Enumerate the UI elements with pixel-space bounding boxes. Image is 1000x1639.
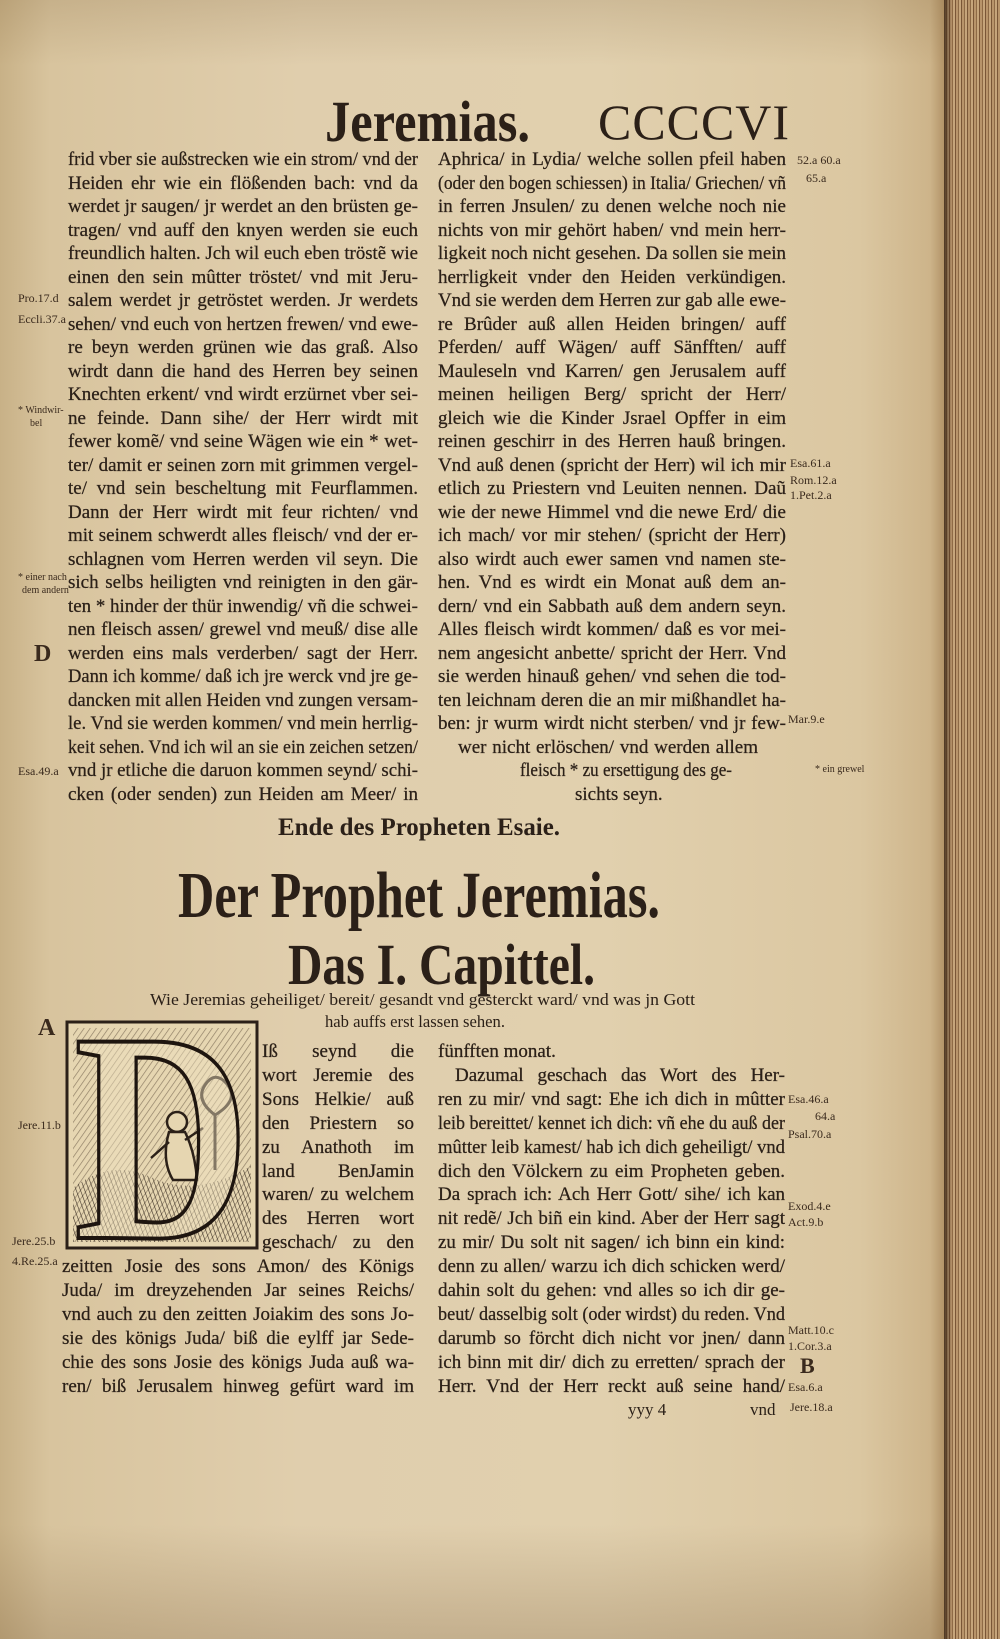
initial-letter-d: D (74, 1020, 250, 1250)
text-line: chie des sons Josie des königs Juda auß wa- (62, 1351, 414, 1373)
text-line: sie des königs Juda/ biß die eylff jar Sede- (62, 1327, 414, 1349)
text-line: nichts von mir gehört haben/ vnd mein herr- (438, 219, 786, 241)
text-line: darumb so förcht dich nicht vor jnen/ dann (438, 1327, 785, 1349)
text-line: freundlich halten. Jch wil euch eben tröstẽ wie (68, 243, 418, 264)
text-line: wirdt dann die hand des Herren bey seinen (68, 360, 418, 382)
margin-note: * einer nach (18, 572, 67, 583)
margin-note: Act.9.b (788, 1215, 824, 1229)
text-line: einen den sein mûtter tröstet/ vnd mit Jeru- (68, 266, 418, 288)
margin-note: 64.a (815, 1109, 836, 1123)
text-line: herrligkeit vnder den Heiden verkündigen. (438, 266, 786, 288)
text-line: ten leichnam deren die an mir mißhandlet ha- (438, 689, 786, 711)
catchword: vnd (750, 1400, 776, 1419)
text-line: waren/ zu welchem (262, 1184, 414, 1206)
margin-note: * ein grewel (815, 764, 865, 775)
text-line: ten * hinder der thür inwendig/ vñ die schwei- (68, 595, 418, 617)
margin-note: 52.a 60.a (797, 153, 841, 167)
margin-note: 4.Re.25.a (12, 1254, 58, 1268)
margin-note: Esa.46.a (788, 1092, 829, 1106)
text-line: ren zu mir/ vnd sagt: Ehe ich dich in mûtter (438, 1088, 785, 1110)
text-line: zeitten Josie des sons Amon/ des Königs (62, 1256, 414, 1277)
text-line: Alles fleisch wirdt kommen/ daß es vor mei- (438, 619, 786, 640)
text-line: sehen/ vnd euch von hertzen frewen/ vnd ewe- (68, 313, 418, 335)
text-line: land BenJamin (262, 1160, 414, 1182)
text-line: Sons Helkie/ auß (262, 1088, 414, 1110)
chapter-heading: Das I. Capittel. (288, 932, 595, 997)
margin-note: Psal.70.a (788, 1127, 832, 1141)
text-line: Dann ich komme/ daß ich jre werck vnd jre ge- (68, 666, 418, 687)
text-line: vnd auch zu den zeitten Joiakim des sons Jo- (62, 1303, 414, 1325)
text-line: re Brûder auß allen Heiden bringen/ auff (438, 313, 786, 335)
text-line: werden eins mals verderben/ sagt der Herr. (68, 642, 418, 664)
text-line: Pferden/ auff Wägen/ auff Sänfften/ auff (438, 337, 786, 358)
text-line: Vnd auß denen (spricht der Herr) wil ich mir (438, 454, 786, 476)
text-line: Knechten erkent/ vnd wirdt erzürnet vber sei- (68, 384, 418, 405)
text-line: Mauleseln vnd Karren/ gen Jerusalem auff (438, 360, 786, 382)
text-line: des Herren wort (262, 1208, 414, 1230)
text-line: Heiden ehr wie ein flößenden bach: vnd da (68, 172, 418, 194)
text-line: vnd jr etliche die daruon kommen seynd/ schi- (68, 760, 418, 781)
margin-note: bel (30, 418, 43, 429)
margin-note: 65.a (806, 171, 827, 185)
text-line: ne feinde. Dann sihe/ der Herr wirdt mit (68, 407, 418, 429)
margin-note: D (34, 641, 52, 667)
text-line: sich selbs heiligten vnd reinigten in den gär- (68, 572, 418, 593)
book-title: Der Prophet Jeremias. (178, 859, 660, 932)
margin-note: Eccli.37.a (18, 312, 66, 326)
text-line: (oder den bogen schiessen) in Italia/ Griechen/ vñ (438, 172, 786, 194)
margin-note: 1.Cor.3.a (788, 1339, 832, 1353)
text-line: Iß seynd die (262, 1041, 414, 1062)
text-line: re beyn werden grünen wie das graß. Also (68, 337, 418, 358)
text-line: ligkeit noch nicht gesehen. Da sollen sie mein (438, 243, 786, 264)
margin-note: A (38, 1015, 56, 1041)
margin-note: Jere.18.a (790, 1400, 833, 1414)
margin-note: Jere.11.b (18, 1118, 61, 1132)
margin-note: Rom.12.a (790, 473, 837, 487)
text-line: nem angesicht anbette/ spricht der Herr. Vnd (438, 642, 786, 664)
text-line: in ferren Jnsulen/ zu denen welche noch nie (438, 196, 786, 217)
chapter-summary-line: Wie Jeremias geheiliget/ bereit/ gesandt vnd gesterckt ward/ vnd was jn Gott (150, 990, 695, 1009)
quire-signature: yyy 4 (628, 1400, 667, 1419)
text-line: geschach/ zu den (262, 1232, 414, 1254)
margin-note: Esa.49.a (18, 764, 59, 778)
text-line: dancken mit allen Heiden vnd zungen versam- (68, 689, 418, 711)
margin-note: Jere.25.b (12, 1234, 56, 1248)
text-line: beut/ dasselbig solt (oder wirdst) du reden. Vnd (438, 1303, 785, 1325)
text-line: ter/ damit er seinen zorn mit grimmen vergel- (68, 454, 418, 476)
text-line: wie der newe Himmel vnd die newe Erd/ die (438, 501, 786, 523)
text-line: hen. Vnd es wirdt ein Monat auß dem an- (438, 572, 786, 593)
text-line: etlich zu Priestern vnd Leuiten nennen. Daũ (438, 478, 786, 499)
text-line: sichts seyn. (575, 783, 663, 805)
margin-note: B (800, 1353, 815, 1378)
text-line: sie werden hinauß gehen/ vnd sehen die tod- (438, 666, 786, 687)
text-line: fünfften monat. (438, 1041, 556, 1062)
text-line: keit sehen. Vnd ich wil an sie ein zeichen setzen/ (68, 736, 418, 758)
text-line: den Priestern so (262, 1112, 414, 1134)
text-line: zu Anathoth im (262, 1136, 414, 1158)
folio-number: CCCCVI (598, 94, 790, 150)
text-line: gleich wie die Kinder Jsrael Opffer in eim (438, 407, 786, 429)
text-line: nit redẽ/ Jch biñ ein kind. Aber der Herr sagt (438, 1208, 785, 1230)
text-line: salem werdet jr getröstet werden. Jr werdets (68, 290, 418, 311)
text-line: also wirdt auch ewer samen vnd namen ste- (438, 548, 786, 570)
text-line: Da sprach ich: Ach Herr Gott/ sihe/ ich kan (438, 1184, 785, 1206)
text-line: Aphrica/ in Lydia/ welche sollen pfeil haben (438, 149, 786, 170)
text-line: wort Jeremie des (262, 1064, 414, 1086)
text-line: ren/ biß Jerusalem hinweg gefürt ward im (62, 1375, 414, 1397)
margin-note: Exod.4.e (788, 1199, 831, 1213)
margin-note: Mar.9.e (788, 712, 825, 726)
text-line: dahin solt du gehen: vnd alles so ich dir ge- (438, 1280, 785, 1301)
text-line: cken (oder senden) zun Heiden am Meer/ in (68, 783, 418, 805)
margin-note: Esa.6.a (788, 1380, 823, 1394)
text-line: fleisch * zu ersettigung des ge- (520, 760, 732, 781)
margin-note: Esa.61.a (790, 456, 831, 470)
text-line: Dann der Herr wirdt mit feur richten/ vnd (68, 501, 418, 523)
text-line: mûtter leib kamest/ hab ich dich geheiligt/ vnd (438, 1136, 785, 1158)
text-line: Herr. Vnd der Herr reckt auß seine hand/ (438, 1375, 785, 1397)
text-line: le. Vnd sie werden kommen/ vnd mein herrlig- (68, 713, 418, 734)
text-line: tragen/ vnd auff den knyen werden sie euch (68, 219, 418, 241)
text-line: ich mach/ vor mir stehen/ (spricht der Herr) (438, 525, 786, 546)
text-line: mit seinem schwerdt alles fleisch/ vnd der er- (68, 525, 418, 546)
text-line: meinen heiligen Berg/ spricht der Herr/ (438, 384, 786, 405)
text-line: wer nicht erlöschen/ vnd werden allem (458, 736, 758, 758)
text-line: nen fleisch assen/ grewel vnd meuß/ dise alle (68, 619, 418, 640)
text-line: Vnd sie werden dem Herren zur gab alle ewe- (438, 290, 786, 311)
text-line: dich den Völckern zu eim Propheten geben. (438, 1160, 785, 1182)
text-line: ben: jr wurm wirdt nicht sterben/ vnd jr few- (438, 713, 786, 734)
margin-note: * Windwir- (18, 405, 64, 416)
text-line: leib bereittet/ kennet ich dich: vñ ehe du auß der (438, 1112, 785, 1134)
text-line: Juda/ im dreyzehenden Jar seines Reichs/ (62, 1279, 414, 1301)
margin-note: dem andern (22, 585, 69, 596)
text-line: schlagnen vom Herren werden vil seyn. Die (68, 548, 418, 570)
text-line: dern/ vnd ein Sabbath auß dem andern seyn. (438, 595, 786, 617)
text-line: zu mir/ Du solt nit sagen/ ich binn ein kind: (438, 1232, 785, 1254)
text-line: fewer komẽ/ vnd seine Wägen wie ein * wet- (68, 431, 418, 452)
text-line: frid vber sie außstrecken wie ein strom/ vnd der (68, 149, 418, 170)
text-line: ich binn mit dir/ dich zu erretten/ sprach der (438, 1351, 785, 1373)
running-head: Jeremias. (325, 89, 530, 154)
chapter-summary-line: hab auffs erst lassen sehen. (325, 1012, 505, 1031)
margin-note: 1.Pet.2.a (790, 488, 832, 502)
closing-line: Ende des Propheten Esaie. (278, 814, 560, 841)
text-line: werdet jr saugen/ jr werdet an den brüsten ge- (68, 196, 418, 217)
text-line: Dazumal geschach das Wort des Her- (455, 1064, 785, 1086)
text-line: reinen geschirr in des Herren hauß bringen. (438, 431, 786, 452)
text-line: te/ vnd sein bescheltung mit Feurflammen. (68, 478, 418, 499)
margin-note: Pro.17.d (18, 291, 59, 305)
text-line: denn zu allen/ warzu ich dich schicken werd/ (438, 1256, 785, 1278)
margin-note: Matt.10.c (788, 1323, 834, 1337)
